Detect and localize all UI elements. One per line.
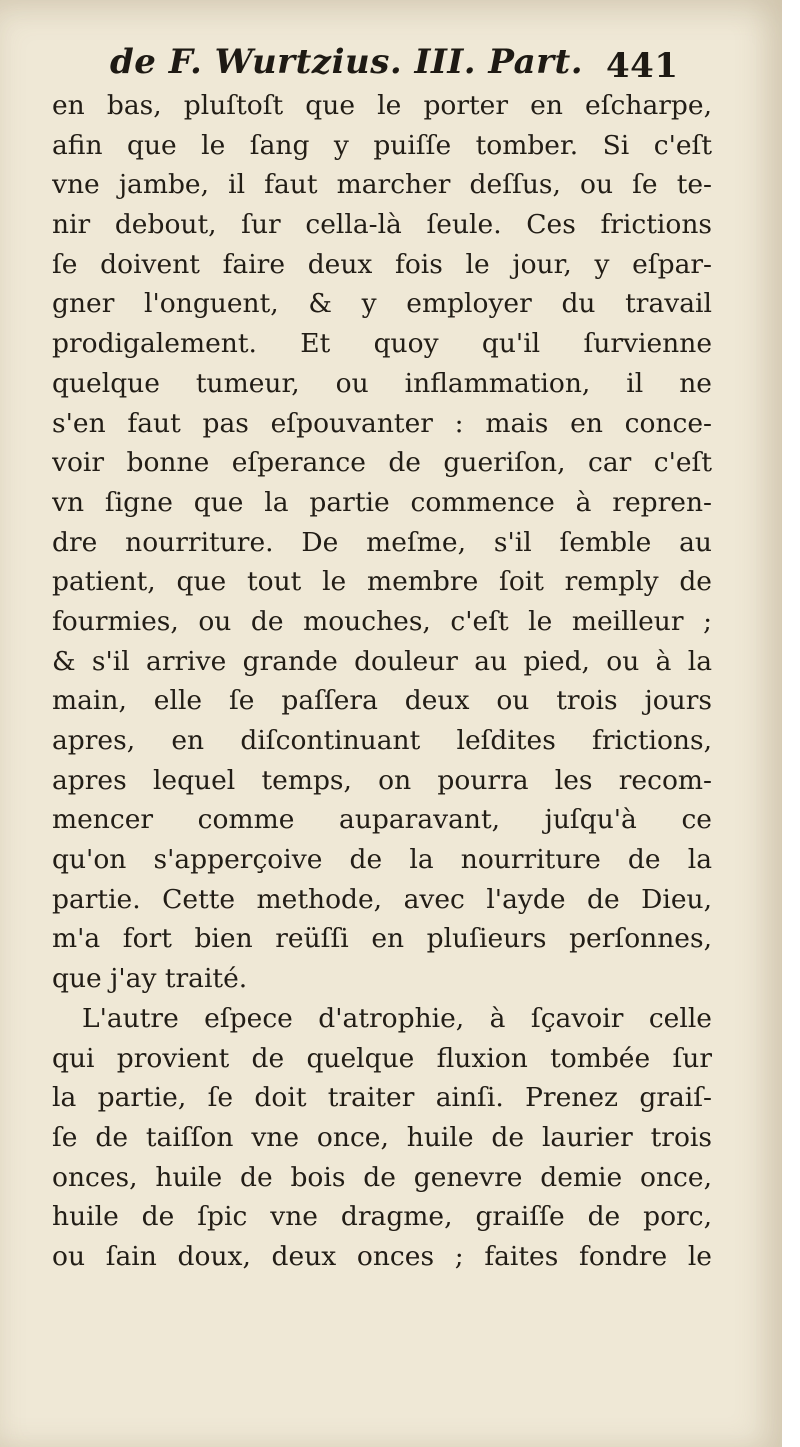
text-line: mencer comme auparavant, juſqu'à ce bbox=[52, 804, 712, 836]
text-line: vne jambe, il faut marcher deſſus, ou ſe te- bbox=[52, 169, 712, 201]
text-line: quelque tumeur, ou inflammation, il ne bbox=[52, 367, 712, 399]
text-line: qu'on s'apperçoive de la nourriture de la bbox=[52, 844, 712, 876]
text-line: fourmies, ou de mouches, c'eſt le meilleur ; bbox=[52, 605, 712, 637]
text-line: huile de ſpic vne dragme, graiſſe de porc, bbox=[52, 1201, 712, 1233]
text-line: la partie, ſe doit traiter ainſi. Prenez graiſ- bbox=[52, 1082, 712, 1114]
text-line: dre nourriture. De meſme, s'il ſemble au bbox=[52, 526, 712, 558]
text-line: ou ſain doux, deux onces ; faites fondre le bbox=[52, 1240, 712, 1272]
text-line: onces, huile de bois de genevre demie once, bbox=[52, 1161, 712, 1193]
text-line: nir debout, ſur cella-là ſeule. Ces frictions bbox=[52, 209, 712, 241]
text-line: ſe de taiſſon vne once, huile de laurier trois bbox=[52, 1121, 712, 1153]
text-line: vn ſigne que la partie commence à repren- bbox=[52, 486, 712, 518]
text-line: voir bonne eſperance de gueriſon, car c'eſt bbox=[52, 447, 712, 479]
text-line: afin que le ſang y puiſſe tomber. Si c'eſt bbox=[52, 129, 712, 161]
body-text bbox=[52, 86, 712, 1277]
page-header bbox=[110, 42, 710, 92]
text-line: main, elle ſe paſſera deux ou trois jours bbox=[52, 685, 712, 717]
text-line: m'a fort bien reüſſi en pluſieurs perſonnes, bbox=[52, 923, 712, 955]
text-line: s'en faut pas eſpouvanter : mais en conce- bbox=[52, 407, 712, 439]
text-line: apres lequel temps, on pourra les recom- bbox=[52, 764, 712, 796]
text-line: apres, en diſcontinuant leſdites frictions, bbox=[52, 725, 712, 756]
running-title: de F. Wurtzius. III. Part. bbox=[110, 42, 584, 82]
page-number: 441 bbox=[606, 46, 679, 86]
text-line: en bas, pluſtoſt que le porter en eſcharpe, bbox=[52, 90, 712, 121]
text-line: ſe doivent faire deux fois le jour, y eſpar- bbox=[52, 248, 712, 280]
text-line: patient, que tout le membre ſoit remply de bbox=[52, 566, 712, 598]
text-line: partie. Cette methode, avec l'ayde de Dieu, bbox=[52, 883, 712, 915]
page-margin-edge bbox=[782, 0, 800, 1447]
text-line: gner l'onguent, & y employer du travail bbox=[52, 288, 712, 320]
text-line: qui provient de quelque fluxion tombée ſur bbox=[52, 1042, 712, 1074]
text-line: que j'ay traité. bbox=[52, 963, 248, 995]
text-line: & s'il arrive grande douleur au pied, ou à la bbox=[52, 645, 712, 677]
text-line: prodigalement. Et quoy qu'il ſurvienne bbox=[52, 328, 712, 360]
paragraph-start-line: L'autre eſpece d'atrophie, à ſçavoir celle bbox=[82, 1002, 712, 1034]
